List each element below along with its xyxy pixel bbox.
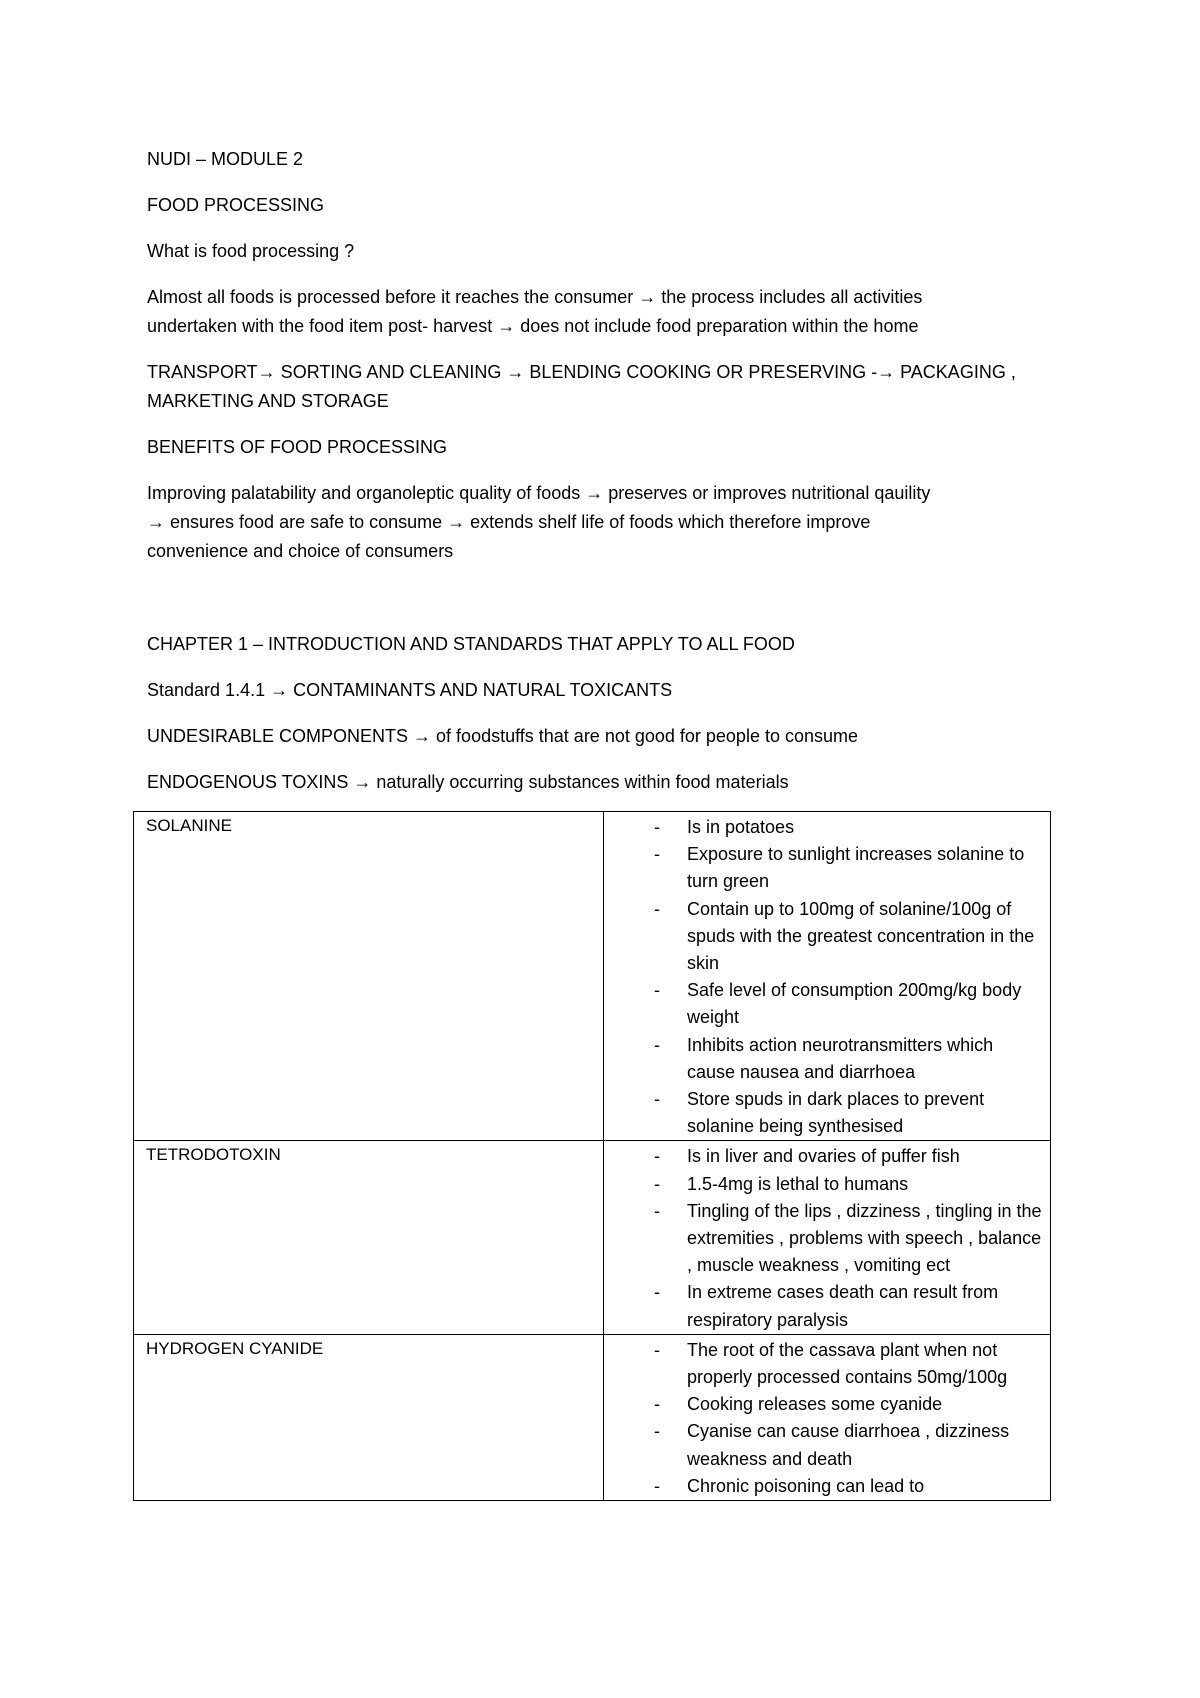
list-item: - Chronic poisoning can lead to <box>604 1473 1046 1500</box>
list-item: - Store spuds in dark places to prevent solanine being synthesised <box>604 1086 1046 1140</box>
toxin-details <box>604 812 1051 1141</box>
list-item: - Safe level of consumption 200mg/kg body weight <box>604 977 1046 1031</box>
table-row <box>134 812 1051 1141</box>
chapter-heading: CHAPTER 1 – INTRODUCTION AND STANDARDS THAT APPLY TO ALL FOOD <box>147 634 795 654</box>
benefits-line-1: Improving palatability and organoleptic quality of foods → preserves or improves nutritional qauility <box>147 483 931 503</box>
list-item: - Contain up to 100mg of solanine/100g of spuds with the greatest concentration in the skin <box>604 896 1046 978</box>
list-item: - Tingling of the lips , dizziness , tingling in the extremities , problems with speech , balance , muscle weakness , vomiting ect <box>604 1198 1046 1280</box>
toxin-details <box>604 1334 1051 1500</box>
list-item: - Exposure to sunlight increases solanine to turn green <box>604 841 1046 895</box>
list-item: - 1.5-4mg is lethal to humans <box>604 1171 1046 1198</box>
toxin-name: HYDROGEN CYANIDE <box>134 1334 604 1500</box>
benefits-line-2: → ensures food are safe to consume → extends shelf life of foods which therefore improve <box>147 512 871 532</box>
bullet-list <box>604 814 1046 1140</box>
list-item: - Cooking releases some cyanide <box>604 1391 1046 1418</box>
list-item: - In extreme cases death can result from respiratory paralysis <box>604 1279 1046 1333</box>
standard-line: Standard 1.4.1 → CONTAMINANTS AND NATURAL TOXICANTS <box>147 680 673 700</box>
table-row <box>134 1141 1051 1334</box>
toxins-table <box>133 811 1051 1501</box>
list-item: - Is in potatoes <box>604 814 1046 841</box>
benefits-line-3: convenience and choice of consumers <box>147 541 454 561</box>
list-item: - Is in liver and ovaries of puffer fish <box>604 1143 1046 1170</box>
list-item: - Inhibits action neurotransmitters which cause nausea and diarrhoea <box>604 1032 1046 1086</box>
toxin-details <box>604 1141 1051 1334</box>
process-steps-line-1: TRANSPORT→ SORTING AND CLEANING → BLENDING COOKING OR PRESERVING -→ PACKAGING , <box>147 362 1016 382</box>
module-heading: NUDI – MODULE 2 <box>147 149 304 169</box>
benefits-heading: BENEFITS OF FOOD PROCESSING <box>147 437 448 457</box>
bullet-list <box>604 1337 1046 1500</box>
section-title: FOOD PROCESSING <box>147 195 325 215</box>
process-steps-line-2: MARKETING AND STORAGE <box>147 391 389 411</box>
bullet-list <box>604 1143 1046 1333</box>
list-item: - Cyanise can cause diarrhoea , dizziness weakness and death <box>604 1418 1046 1472</box>
definition-line-1: Almost all foods is processed before it reaches the consumer → the process includes all activities <box>147 287 923 307</box>
toxin-name: TETRODOTOXIN <box>134 1141 604 1334</box>
question-text: What is food processing ? <box>147 241 355 261</box>
list-item: - The root of the cassava plant when not properly processed contains 50mg/100g <box>604 1337 1046 1391</box>
undesirable-components-line: UNDESIRABLE COMPONENTS → of foodstuffs that are not good for people to consume <box>147 726 858 746</box>
table-row <box>134 1334 1051 1500</box>
toxin-name: SOLANINE <box>134 812 604 1141</box>
endogenous-toxins-line: ENDOGENOUS TOXINS → naturally occurring substances within food materials <box>147 772 789 792</box>
definition-line-2: undertaken with the food item post- harvest → does not include food preparation within the home <box>147 316 919 336</box>
